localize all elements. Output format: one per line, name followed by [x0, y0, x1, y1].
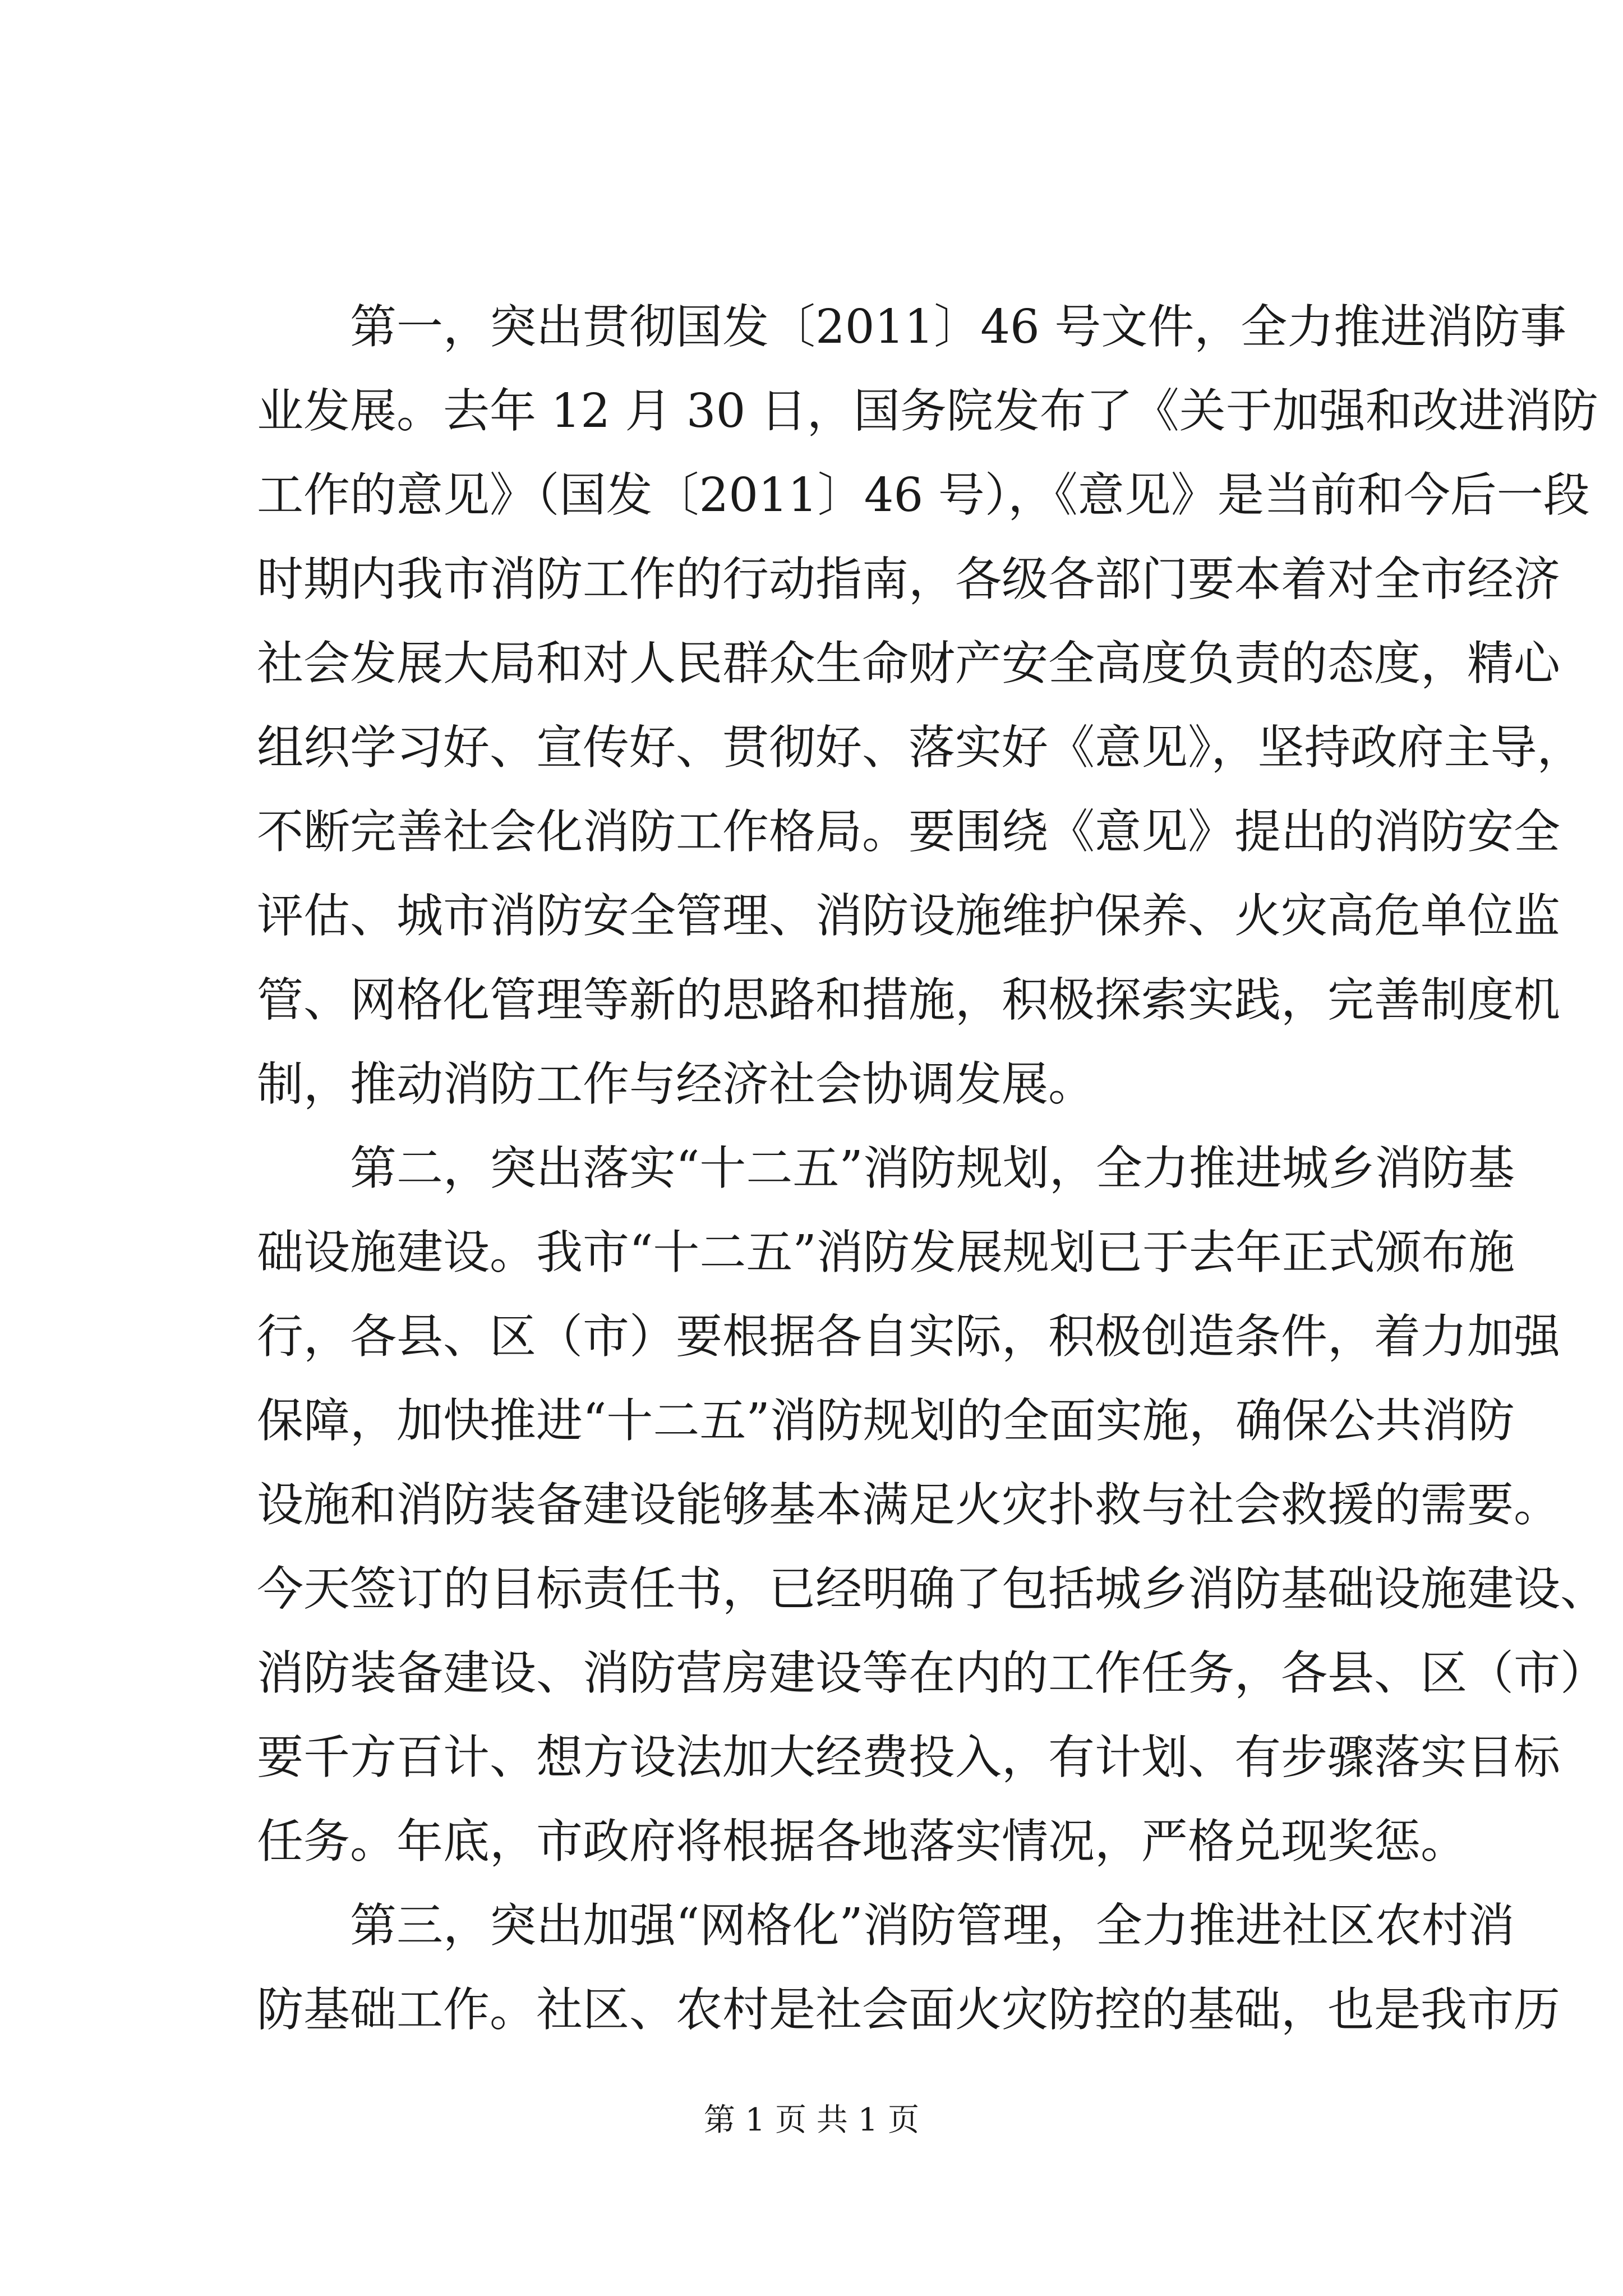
page-footer: 第 1 页 共 1 页 [703, 2102, 920, 2138]
text-line: 设施和消防装备建设能够基本满足火灾扑救与社会救援的需要。 [257, 1478, 1560, 1532]
text-line: 行，各县、区（市）要根据各自实际，积极创造条件，着力加强 [257, 1309, 1560, 1364]
text-line: 制，推动消防工作与经济社会协调发展。 [257, 1057, 1095, 1111]
text-line: 工作的意见》（国发〔2011〕46 号），《意见》是当前和今后一段 [257, 468, 1590, 522]
text-line: 时期内我市消防工作的行动指南，各级各部门要本着对全市经济 [257, 552, 1560, 606]
text-line: 第三，突出加强“网格化”消防管理，全力推进社区农村消 [257, 1898, 1515, 1953]
text-line: 础设施建设。我市“十二五”消防发展规划已于去年正式颁布施 [257, 1225, 1515, 1280]
text-line: 管、网格化管理等新的思路和措施，积极探索实践，完善制度机 [257, 973, 1560, 1027]
text-line: 社会发展大局和对人民群众生命财产安全高度负责的态度，精心 [257, 636, 1560, 691]
text-line: 不断完善社会化消防工作格局。要围绕《意见》提出的消防安全 [257, 804, 1560, 859]
body-text [257, 285, 1607, 2052]
text-line: 任务。年底，市政府将根据各地落实情况，严格兑现奖惩。 [257, 1814, 1467, 1869]
text-line: 消防装备建设、消防营房建设等在内的工作任务，各县、区（市） [257, 1646, 1607, 1700]
text-line: 保障，加快推进“十二五”消防规划的全面实施，确保公共消防 [257, 1393, 1515, 1448]
text-line: 评估、城市消防安全管理、消防设施维护保养、火灾高危单位监 [257, 889, 1560, 943]
text-line: 组织学习好、宣传好、贯彻好、落实好《意见》，坚持政府主导， [257, 720, 1584, 775]
text-line: 业发展。去年 12 月 30 日，国务院发布了《关于加强和改进消防 [257, 384, 1598, 438]
text-line: 要千方百计、想方设法加大经费投入，有计划、有步骤落实目标 [257, 1730, 1560, 1784]
text-line: 第一，突出贯彻国发〔2011〕46 号文件，全力推进消防事 [257, 300, 1567, 354]
text-line: 今天签订的目标责任书，已经明确了包括城乡消防基础设施建设、 [257, 1562, 1607, 1616]
text-line: 防基础工作。社区、农村是社会面火灾防控的基础，也是我市历 [257, 1982, 1560, 2037]
text-line: 第二，突出落实“十二五”消防规划，全力推进城乡消防基 [257, 1141, 1515, 1195]
